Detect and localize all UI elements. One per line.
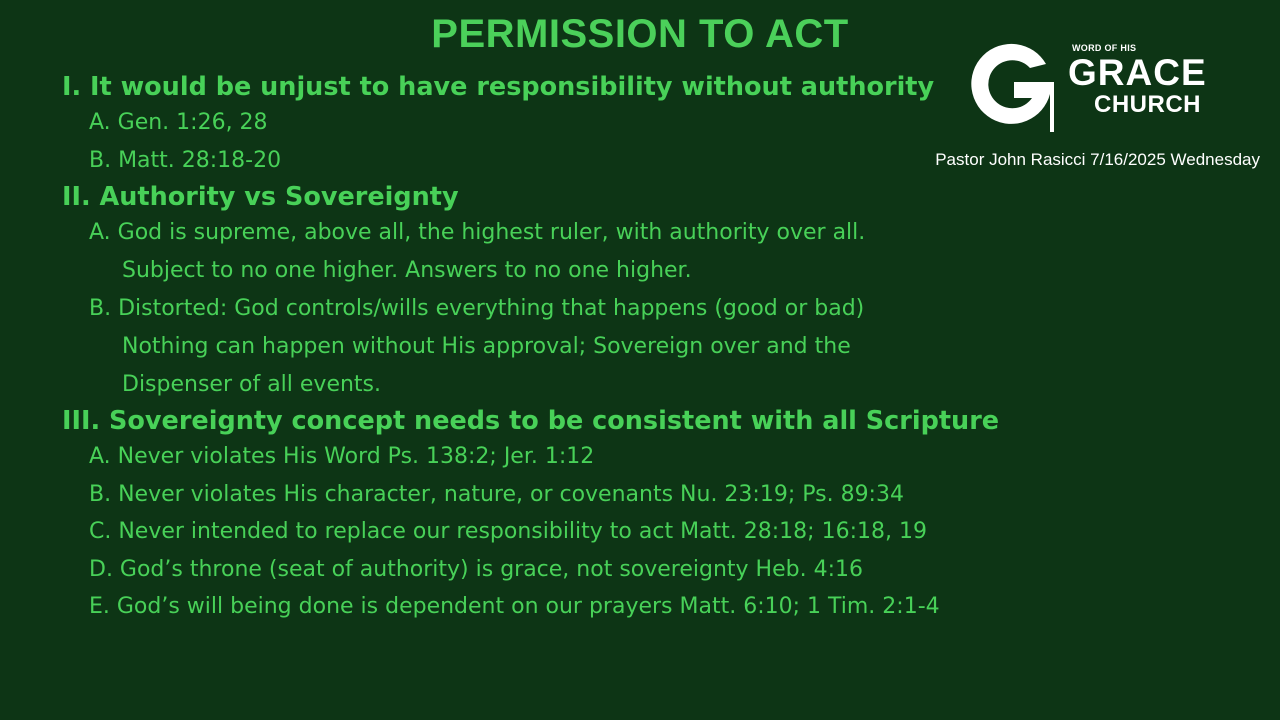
outline-item — [62, 214, 1022, 290]
section-heading: II. Authority vs Sovereignty — [62, 182, 459, 212]
outline-section-2 — [62, 180, 1022, 404]
outline-item: D. God’s throne (seat of authority) is grace, not sovereignty Heb. 4:16 — [89, 556, 863, 582]
outline-item-line: B. Distorted: God controls/wills everything that happens (good or bad) — [89, 296, 865, 321]
section-heading: III. Sovereignty concept needs to be consistent with all Scripture — [62, 406, 1000, 436]
outline-section-1 — [62, 70, 1022, 180]
section-heading: I. It would be unjust to have responsibility without authority — [62, 72, 935, 102]
outline-item — [62, 290, 1022, 404]
outline-item: A. Never violates His Word Ps. 138:2; Jer. 1:12 — [89, 444, 595, 469]
logo-church-text: CHURCH — [1094, 91, 1201, 118]
outline-item-line: A. God is supreme, above all, the highest ruler, with authority over all. — [89, 220, 866, 245]
logo-small-text: WORD OF HIS — [1072, 43, 1137, 53]
outline-item: B. Never violates His character, nature, or covenants Nu. 23:19; Ps. 89:34 — [89, 481, 904, 507]
sermon-outline — [62, 70, 1022, 626]
outline-item: C. Never intended to replace our responsibility to act Matt. 28:18; 16:18, 19 — [89, 519, 927, 544]
outline-item-continuation: Nothing can happen without His approval; Sovereign over and the — [122, 334, 851, 359]
logo-grace-text: GRACE — [1068, 52, 1207, 93]
outline-item-continuation: Subject to no one higher. Answers to no one higher. — [122, 258, 692, 283]
outline-item: A. Gen. 1:26, 28 — [89, 110, 268, 135]
outline-item-continuation: Dispenser of all events. — [122, 372, 382, 397]
outline-section-3 — [62, 404, 1022, 626]
slide-title: PERMISSION TO ACT — [431, 12, 849, 56]
outline-item: B. Matt. 28:18-20 — [89, 148, 282, 173]
pastor-date-line: Pastor John Rasicci 7/16/2025 Wednesday — [935, 150, 1260, 169]
outline-item: E. God’s will being done is dependent on our prayers Matt. 6:10; 1 Tim. 2:1-4 — [89, 594, 940, 619]
